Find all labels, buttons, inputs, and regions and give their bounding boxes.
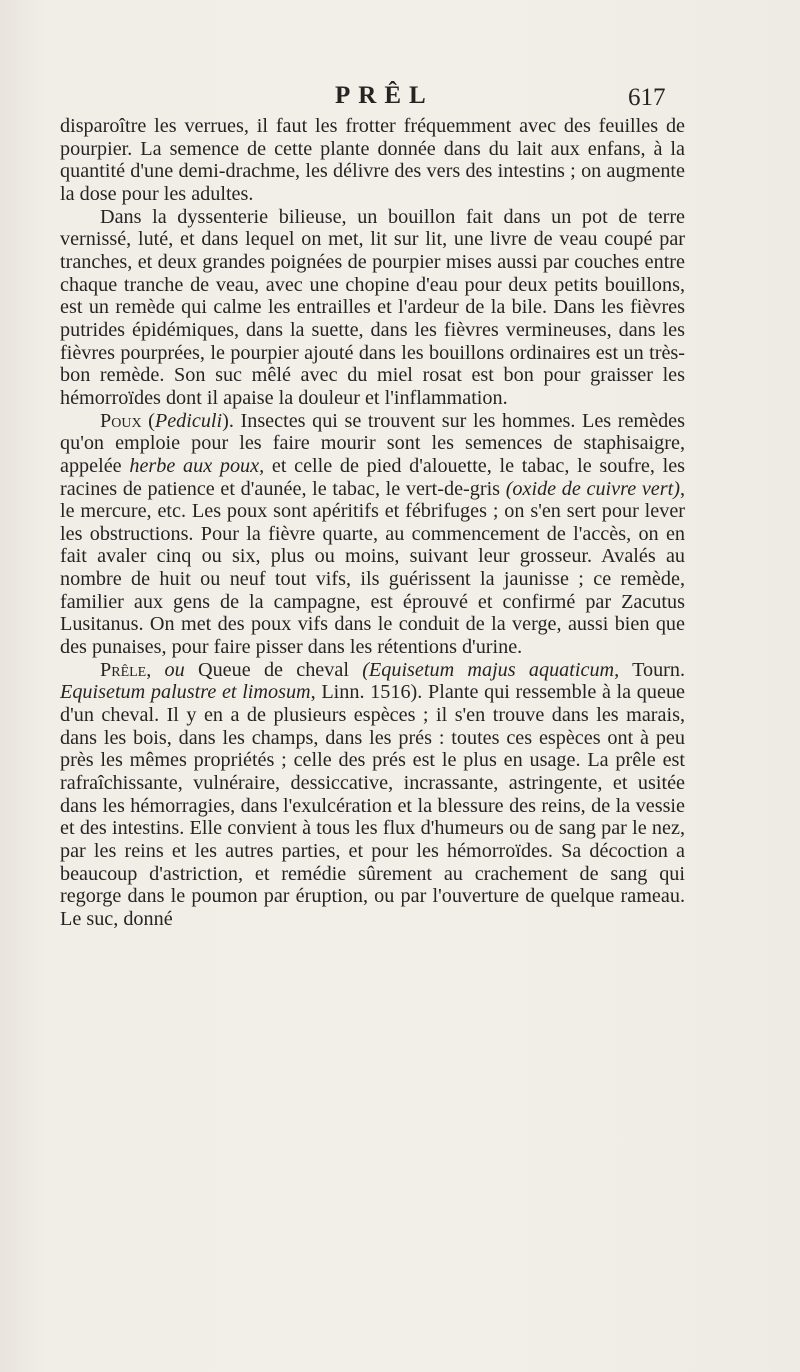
body-text <box>60 115 685 931</box>
entry-text: , le mercure, etc. Les poux sont apéritifs et fébrifuges ; on s'en sert pour lever les obstructions. Pour la fièvre quarte, au commencement de l'accès, on en fait avaler cinq ou six, plus ou moins, suivant leur grosseur. Avalés au nombre de huit ou neuf tout vifs, ils guérissent la jaunisse ; ce remède, familier aux gens de la campagne, est éprouvé et confirmé par Zacutus Lusitanus. On met des poux vifs dans le conduit de la verge, aussi bien que des punaises, pour faire pisser dans les rétentions d'urine. <box>60 477 686 659</box>
page-header <box>0 80 800 120</box>
latin-name: Equisetum palustre et limosum <box>60 681 311 704</box>
latin-name: (Equisetum majus aquaticum, <box>362 658 620 681</box>
paragraph-text: Dans la dyssenterie bilieuse, un bouillon fait dans un pot de terre vernissé, luté, et dans lequel on met, lit sur lit, une livre de veau coupé par tranches, et deux grandes poignées de pourpier mises aussi par couches entre chaque tranche de veau, avec une chopine d'eau pour deux petits bouillons, est un remède qui calme les entrailles et l'ardeur de la bile. Dans les fièvres putrides épidémiques, dans la suette, dans les fièvres vermineuses, dans les fièvres pourprées, le pourpier ajouté dans les bouillons ordinaires est un très-bon remède. Son suc mêlé avec du miel rosat est bon pour graisser les hémorroïdes dont il apaise la douleur et l'inflammation. <box>60 205 685 409</box>
entry-prele: Prêle, ou Queue de cheval (Equisetum majus aquaticum, Tourn. Equisetum palustre et limosum, Linn. 1516). Plante qui ressemble à la queue d'un cheval. Il y en a de plusieurs espèces ; il s'en trouve dans les marais, dans les bois, dans les champs, dans les prés : toutes ces espèces ont à peu près les mêmes propriétés ; celle des prés est le plus en usage. La prêle est rafraîchissante, vulnéraire, dessiccative, incrassante, astringente, et usitée dans les hémorragies, dans l'exulcération et la blessure des reins, de la vessie et des intestins. Elle convient à tous les flux d'humeurs ou de sang par le nez, par les reins et les autres parties, et pour les hémorroïdes. Sa décoction a beaucoup d'astriction, et remédie sûrement au crachement de sang qui regorge dans le poumon par éruption, ou par l'ouverture de quelque rameau. Le suc, donné <box>60 658 686 930</box>
italic-term: herbe aux poux, <box>129 454 265 477</box>
italic-term: (oxide de cuivre vert) <box>505 477 680 500</box>
paragraph-pourpier-end <box>60 115 685 206</box>
entry-headword: Poux <box>100 409 142 432</box>
paragraph-dyssenterie <box>60 206 685 410</box>
entry-text: , Linn. 1516). Plante qui ressemble à la queue d'un cheval. Il y en a de plusieurs espèces ; il s'en trouve dans les marais, dans les bois, dans les champs, dans les prés : toutes ces espèces ont à peu près les mêmes propriétés ; celle des prés est le plus en usage. La prêle est rafraîchissante, vulnéraire, dessiccative, incrassante, astringente, et usitée dans les hémorragies, dans l'exulcération et la blessure des reins, de la vessie et des intestins. Elle convient à tous les flux d'humeurs ou de sang par le nez, par les reins et les autres parties, et pour les hémorroïdes. Sa décoction a beaucoup d'astriction, et remédie sûrement au crachement de sang qui regorge dans le poumon par éruption, ou par l'ouverture de quelque rameau. Le suc, donné <box>60 681 685 930</box>
entry-text: Tourn. <box>632 658 686 681</box>
entry-poux: Poux (Pediculi). Insectes qui se trouvent sur les hommes. Les remèdes qu'on emploie pour les faire mourir sont les semences de staphisaigre, appelée herbe aux poux, et celle de pied d'alouette, le tabac, le soufre, les racines de patience et d'aunée, le tabac, le vert-de-gris (oxide de cuivre vert), le mercure, etc. Les poux sont apéritifs et fébrifuges ; on s'en sert pour lever les obstructions. Pour la fièvre quarte, au commencement de l'accès, on en fait avaler cinq ou six, plus ou moins, suivant leur grosseur. Avalés au nombre de huit ou neuf tout vifs, ils guérissent la jaunisse ; ce remède, familier aux gens de la campagne, est éprouvé et confirmé par Zacutus Lusitanus. On met des poux vifs dans le conduit de la verge, aussi bien que des punaises, pour faire pisser dans les rétentions d'urine. <box>60 409 686 659</box>
paragraph-text: disparoître les verrues, il faut les frotter fréquemment avec des feuilles de pourpier. La semence de cette plante donnée dans du lait aux enfans, à la quantité d'une demi-drachme, les délivre des vers des intestins ; on augmente la dose pour les adultes. <box>60 115 685 205</box>
entry-headword: Prêle <box>100 658 147 681</box>
entry-text: Queue de cheval <box>198 658 349 681</box>
page-number: 617 <box>628 84 666 111</box>
running-title: PRÊL <box>335 82 434 109</box>
entry-text: Insectes qui se trouvent sur les hommes. Les remèdes qu'on emploie pour les faire mourir sont les semences de staphisaigre, appelée <box>60 409 685 477</box>
conjunction: ou <box>164 658 185 681</box>
latin-name: Pediculi <box>154 409 223 432</box>
entry-text: et celle de pied d'alouette, le tabac, le soufre, les racines de patience et d'aunée, le tabac, le vert-de-gris <box>60 454 686 500</box>
